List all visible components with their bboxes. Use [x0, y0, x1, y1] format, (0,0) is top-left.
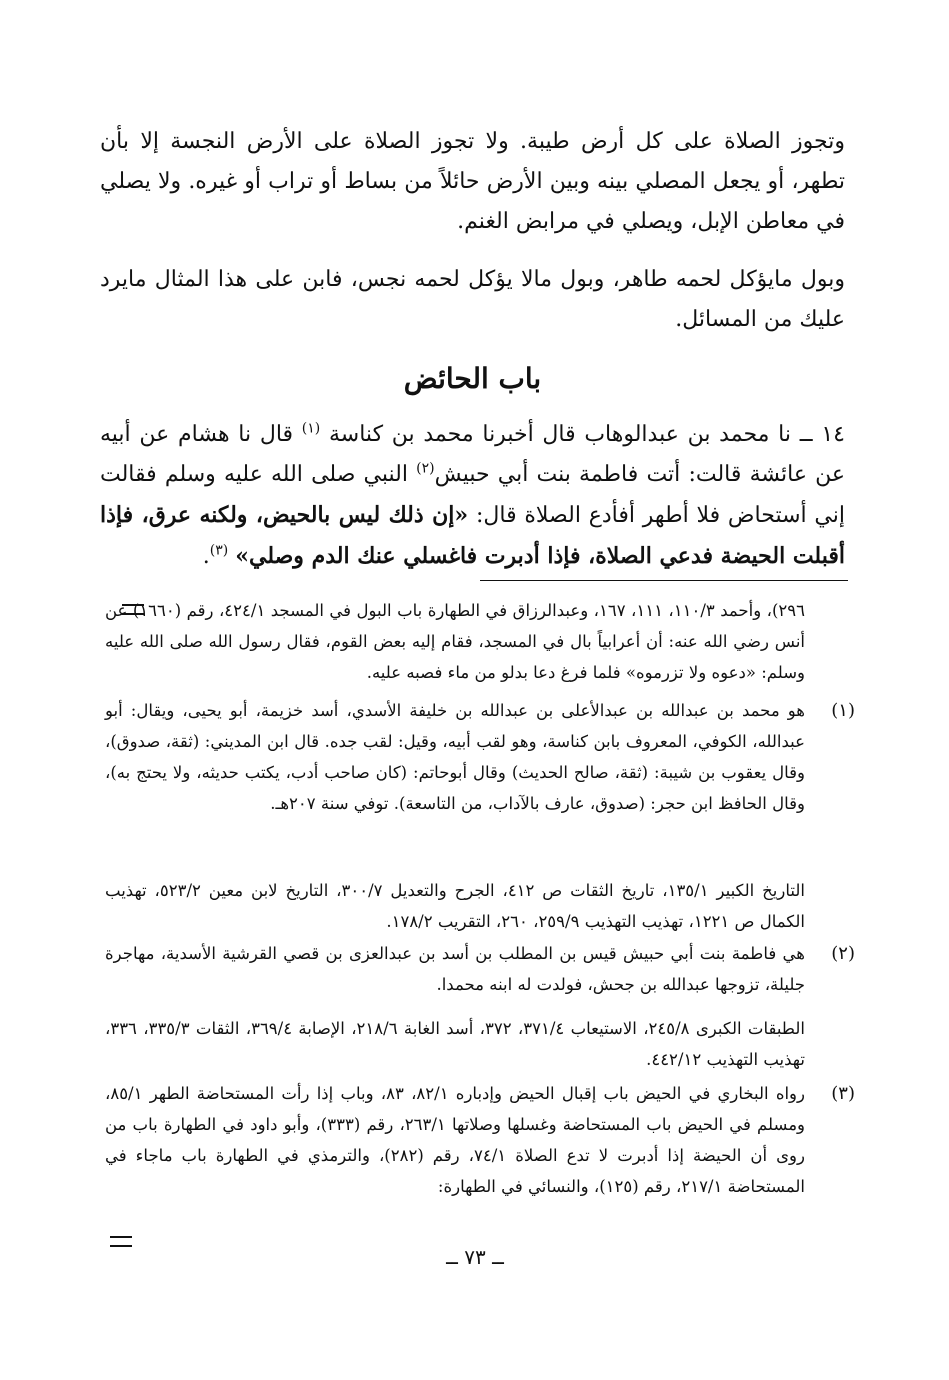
- footnote-number-1: (١): [831, 700, 855, 721]
- page-number: ــ ٧٣ ــ: [446, 1245, 504, 1269]
- hadith-question: النبي صلى الله عليه وسلم فقالت إني أستحاض فلا أطهر أفأدع الصلاة قال:: [100, 462, 845, 528]
- footnote-continuation: ٢٩٦)، وأحمد ١١٠/٣، ١١١، ١٦٧، وعبدالرزاق في الطهارة باب البول في المسجد ٤٢٤/١، رقم (١٦٦٠) عن أنس رضي الله عنه: أن أعرابياً بال في المسجد، فقام إليه بعض القوم، فقال رسول الله صلى الله عليه وسلم: «دعوه ولا تزرموه» فلما فرغ دعا بدلو من ماء فصبه عليه.: [105, 601, 805, 682]
- footnote-ref-1[interactable]: (١): [301, 420, 321, 437]
- continuation-mark-bottom: [110, 1236, 132, 1247]
- footnote-3-text: رواه البخاري في الحيض باب إقبال الحيض وإدباره ٨٢/١، ٨٣، وباب إذا رأت المستحاضة الطهر ٨٥/١، ومسلم في الحيض باب المستحاضة وغسلها وصلاتها ٢٦٣/١، رقم (٣٣٣)، وأبو داود في الطهارة باب من روى أن الحيضة إذا أدبرت لا تدع الصلاة ٧٤/١، رقم (٢٨٢)، والترمذي في الطهارة باب ماجاء في المستحاضة ٢١٧/١، رقم (١٢٥)، والنسائي في الطهارة:: [105, 1084, 806, 1196]
- hadith-paragraph: [100, 415, 845, 577]
- footnote-1-references: التاريخ الكبير ١٣٥/١، تاريخ الثقات ص ٤١٢، الجرح والتعديل ٣٠٠/٧، التاريخ لابن معين ٥٢٣/٢، تهذيب الكمال ص ١٢٢١، تهذيب التهذيب ٢٥٩/٩، ٢٦٠، التقريب ١٧٨/٢.: [105, 881, 805, 931]
- hadith-end: .: [202, 544, 210, 569]
- footnote-number-3: (٣): [831, 1083, 855, 1104]
- footnote-2-text: هي فاطمة بنت أبي حبيش قيس بن المطلب بن أسد بن عبدالعزى بن قصي القرشية الأسدية، مهاجرة جليلة، تزوجها عبدالله بن جحش، فولدت له ابنه محمدا.: [105, 944, 805, 994]
- hadith-isnad-cont: قال نا هشام عن أبيه عن عائشة قالت: أتت فاطمة بنت أبي حبيش: [100, 422, 845, 487]
- hadith-isnad: ١٤ ــ نا محمد بن عبدالوهاب قال أخبرنا محمد بن كناسة: [329, 422, 845, 447]
- footnote-ref-3[interactable]: (٣): [209, 542, 229, 559]
- footnote-ref-2[interactable]: (٢): [416, 460, 435, 477]
- chapter-heading: باب الحائض: [403, 362, 542, 395]
- footnote-number-2: (٢): [831, 943, 855, 964]
- footnote-1-text: هو محمد بن عبدالله بن عبدالأعلى بن عبدالله بن خليفة الأسدي، أسد خزيمة، أبو يحيى، ويقال: أبو عبدالله، الكوفي، المعروف بابن كناسة، وهو لقب أبيه، وقيل: لقب جده. قال ابن المديني: (ثقة، صدوق)، وقال يعقوب بن شيبة: (ثقة، صالح الحديث) وقال أبوحاتم: (كان صاحب أدب، يكتب حديثه، ولا يحتج به)، وقال الحافظ ابن حجر: (صدوق، عارف بالآداب، من التاسعة). توفي سنة ٢٠٧هـ.: [105, 701, 805, 813]
- paragraph-prayer-ground: وتجوز الصلاة على كل أرض طيبة. ولا تجوز الصلاة على الأرض النجسة إلا بأن تطهر، أو يجعل المصلي بينه وبين الأرض حائلاً من بساط أو تراب أو غيره. ولا يصلي في معاطن الإبل، ويصلي في مرابض الغنم.: [100, 129, 845, 234]
- hadith-matn: «إن ذلك ليس بالحيض، ولكنه عرق، فإذا أقبلت الحيضة فدعي الصلاة، فإذا أدبرت فاغسلي عنك الدم وصلي»: [100, 502, 845, 569]
- paragraph-urine-ruling: وبول مايؤكل لحمه طاهر، وبول مالا يؤكل لحمه نجس، فابن على هذا المثال مايرد عليك من المسائل.: [100, 267, 845, 332]
- footnote-separator: [480, 580, 848, 581]
- footnote-2-references: الطبقات الكبرى ٢٤٥/٨، الاستيعاب ٣٧١/٤، ٣٧٢، أسد الغابة ٢١٨/٦، الإصابة ٣٦٩/٤، الثقات ٣٣٥/٣، ٣٣٦، تهذيب التهذيب ٤٤٢/١٢.: [105, 1019, 805, 1069]
